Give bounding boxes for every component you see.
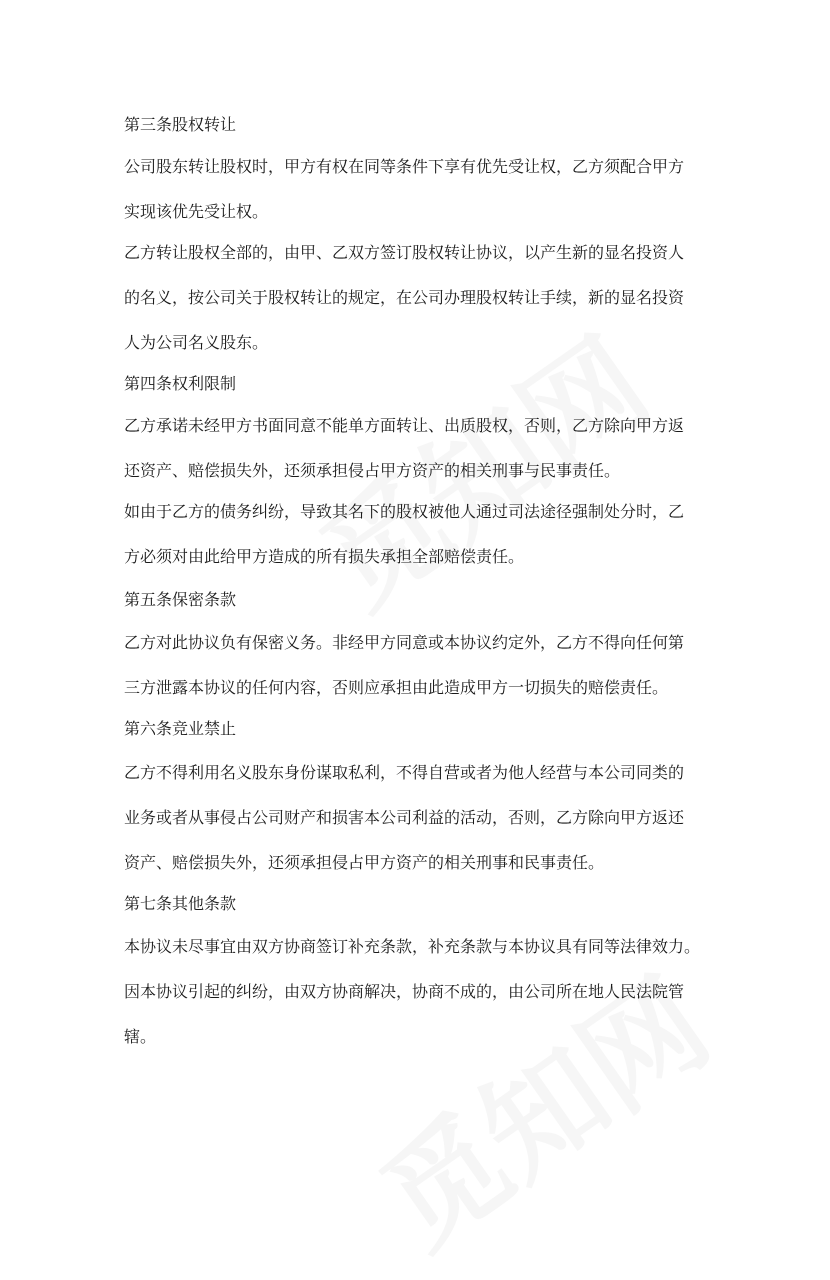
paragraph-line: 乙方不得利用名义股东身份谋取私利，不得自营或者为他人经营与本公司同类的: [124, 763, 685, 782]
paragraph-line: 实现该优先受让权。: [124, 202, 269, 221]
paragraph-line: 业务或者从事侵占公司财产和损害本公司利益的活动，否则，乙方除向甲方返还: [124, 808, 685, 827]
paragraph-line: 乙方承诺未经甲方书面同意不能单方面转让、出质股权，否则，乙方除向甲方返: [124, 416, 685, 435]
paragraph-line: 本协议未尽事宜由双方协商签订补充条款，补充条款与本协议具有同等法律效力。: [124, 937, 701, 956]
paragraph-line: 辖。: [124, 1027, 157, 1046]
paragraph-line: 因本协议引起的纠纷，由双方协商解决，协商不成的，由公司所在地人民法院管: [124, 982, 685, 1001]
paragraph-line: 还资产、赔偿损失外，还须承担侵占甲方资产的相关刑事与民事责任。: [124, 461, 621, 480]
paragraph-line: 方必须对由此给甲方造成的所有损失承担全部赔偿责任。: [124, 547, 525, 566]
paragraph-line: 如由于乙方的债务纠纷，导致其名下的股权被他人通过司法途径强制处分时，乙: [124, 502, 685, 521]
paragraph-line: 公司股东转让股权时，甲方有权在同等条件下享有优先受让权，乙方须配合甲方: [124, 157, 685, 176]
section-heading-5: 第五条保密条款: [124, 590, 237, 609]
paragraph-line: 乙方转让股权全部的，由甲、乙双方签订股权转让协议，以产生新的显名投资人: [124, 243, 685, 262]
paragraph-line: 人为公司名义股东。: [124, 333, 269, 352]
section-heading-3: 第三条股权转让: [124, 115, 237, 134]
paragraph-line: 三方泄露本协议的任何内容，否则应承担由此造成甲方一切损失的赔偿责任。: [124, 678, 669, 697]
paragraph-line: 资产、赔偿损失外，还须承担侵占甲方资产的相关刑事和民事责任。: [124, 853, 605, 872]
section-heading-7: 第七条其他条款: [124, 894, 237, 913]
section-heading-6: 第六条竞业禁止: [124, 719, 237, 738]
paragraph-line: 的名义，按公司关于股权转让的规定，在公司办理股权转让手续，新的显名投资: [124, 288, 685, 307]
paragraph-line: 乙方对此协议负有保密义务。非经甲方同意或本协议约定外，乙方不得向任何第: [124, 633, 685, 652]
section-heading-4: 第四条权利限制: [124, 374, 237, 393]
